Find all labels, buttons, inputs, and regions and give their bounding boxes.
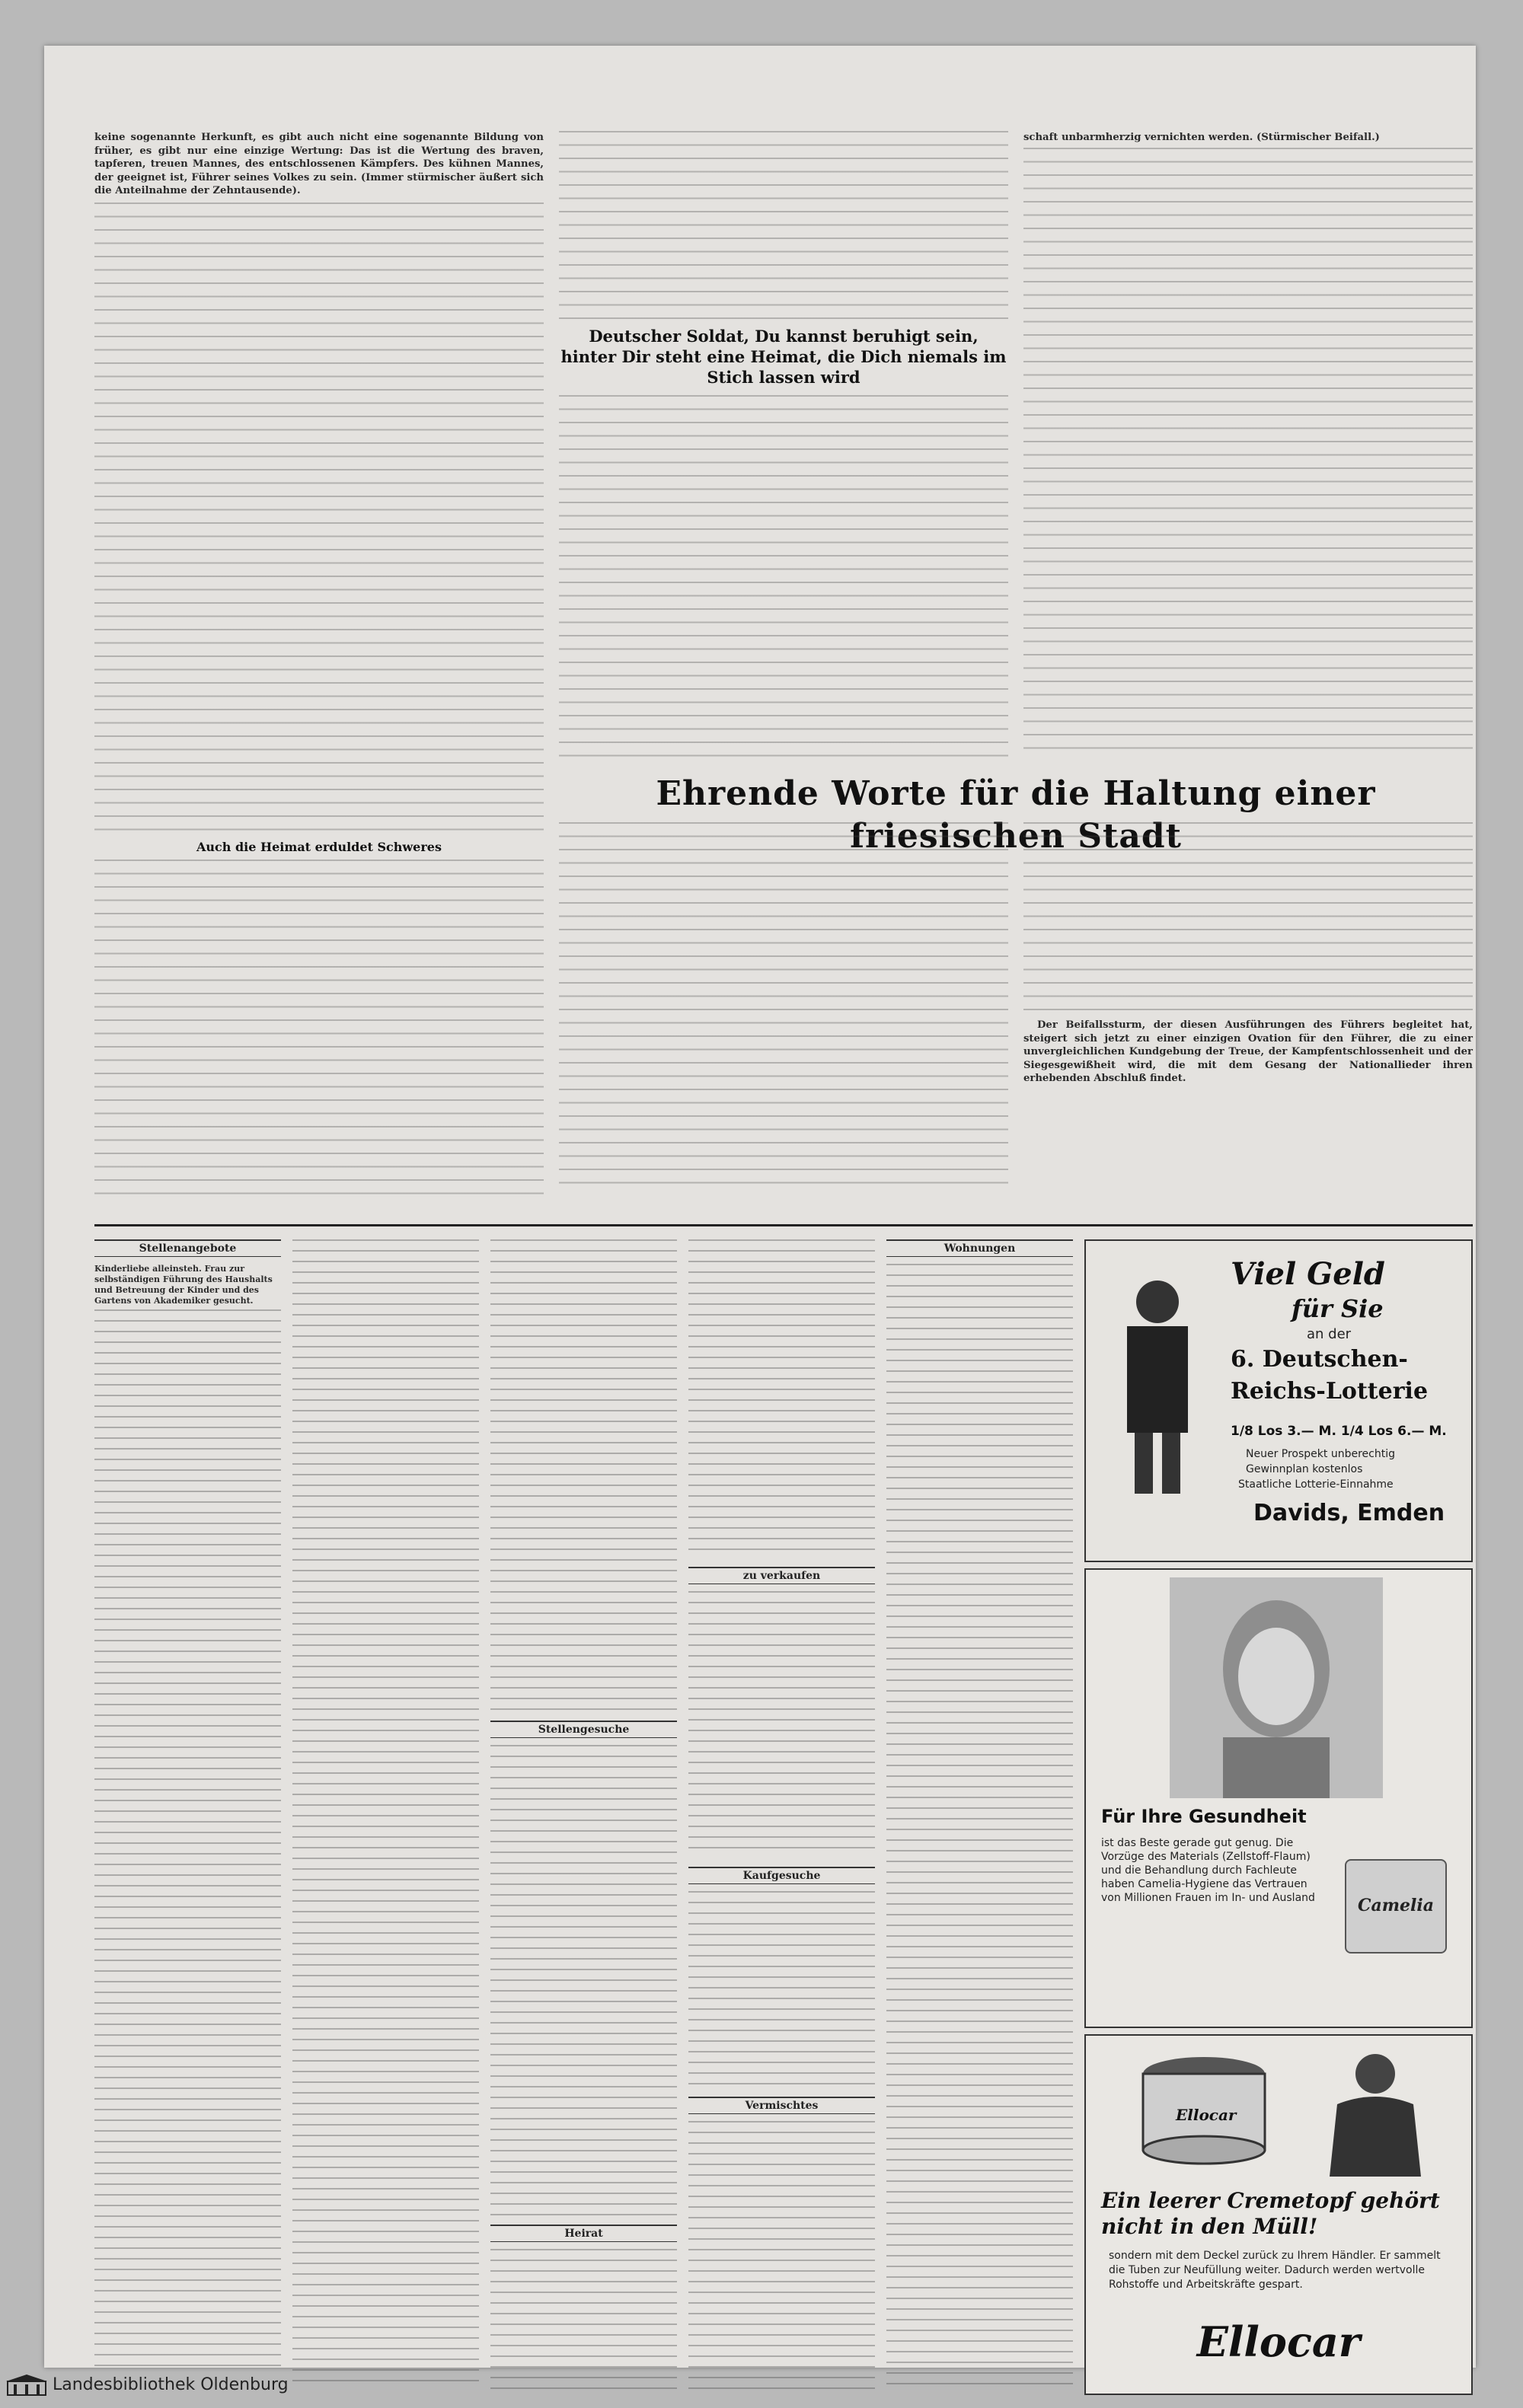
article-intro: keine sogenannte Herkunft, es gibt auch nicht eine sogenannte Bildung von früher, es gibt nur eine einzige Wertung: Das ist die Wertung des braven, tapferen, treuen Mannes, des entschlossenen Kämpfers. Des kühnen Mannes, der geeignet ist, Führer seines Volkes zu sein. (Immer stürmischer äußert sich die Anteilnahme der Zehntausende). [94, 132, 544, 196]
classified-text [688, 2121, 875, 2390]
classified-text [688, 1891, 875, 2089]
classified-text [688, 1239, 875, 1559]
classified-text [886, 1264, 1073, 2390]
camelia-heading: Für Ihre Gesundheit [1101, 1806, 1307, 1827]
article-text-block [1023, 148, 1473, 749]
classified-column-3b [490, 1745, 677, 2217]
article-column-3 [1023, 131, 1473, 763]
classified-column-1 [94, 1264, 281, 2390]
article-column-5 [1023, 822, 1473, 1195]
first-classified-ad: Kinderliebe alleinsteh. Frau zur selbständigen Führung des Haushalts und Betreuung der Kinder und des Gartens von Akademiker gesucht. [94, 1264, 273, 1306]
newspaper-page [44, 46, 1476, 2368]
heading-zu-verkaufen: zu verkaufen [688, 1567, 875, 1584]
classified-column-3a [490, 1239, 677, 1711]
heading-heirat: Heirat [490, 2225, 677, 2242]
article-text-block [1023, 822, 1473, 1013]
ellocar-tub-label: Ellocar [1176, 2106, 1237, 2124]
library-building-icon [6, 2374, 47, 2397]
heading-kaufgesuche: Kaufgesuche [688, 1867, 875, 1884]
section-divider [94, 1224, 1473, 1226]
article-text-block [559, 822, 1008, 1195]
classified-text [94, 1309, 281, 2375]
camelia-brand: Camelia [1357, 1896, 1434, 1915]
lottery-line-1: Viel Geld [1231, 1256, 1385, 1292]
camelia-box-icon [1345, 1859, 1447, 1954]
camelia-text: ist das Beste gerade gut genug. Die Vorzüge des Materials (Zellstoff-Flaum) und die Behandlung durch Fachleute haben Camelia-Hygiene das Vertrauen von Millionen Frauen im In- und Ausland [1101, 1837, 1315, 1904]
classified-text [490, 1745, 677, 2217]
classified-column-4a [688, 1239, 875, 1559]
classified-column-3c [490, 2249, 677, 2390]
heading-stellengesuche: Stellengesuche [490, 1721, 677, 1738]
article-text-block [559, 395, 1008, 761]
lottery-name: Davids, Emden [1253, 1500, 1445, 1526]
subheading-heimat: Auch die Heimat erduldet Schweres [196, 839, 442, 854]
classified-column-4c [688, 1891, 875, 2089]
ellocar-brand: Ellocar [1196, 2317, 1361, 2366]
classified-column-2 [292, 1239, 479, 2390]
lottery-prices: 1/8 Los 3.— M. 1/4 Los 6.— M. [1231, 1424, 1447, 1439]
classified-text [490, 1239, 677, 1711]
heading-vermischtes: Vermischtes [688, 2097, 875, 2114]
heading-stellenangebote: Stellenangebote [94, 1239, 281, 1257]
heading-wohnungen: Wohnungen [886, 1239, 1073, 1257]
column-3-opening: schaft unbarmherzig vernichten werden. (Stürmischer Beifall.) [1023, 132, 1380, 143]
shopkeeper-illustration-icon [1307, 2043, 1444, 2180]
closing-paragraph: Der Beifallssturm, der diesen Ausführungen des Führers begleitet hat, steigert sich jetzt zu einer einzigen Ovation für den Führer, die zu einer unvergleichlichen Kundgebung der Treue, der Kampfentschlossenheit und der Siegesgewißheit wird, die mit dem Gesang der Nationallieder ihren erhebenden Abschluß findet. [1023, 1019, 1473, 1084]
article-text-block [94, 860, 544, 1194]
classified-text [292, 1239, 479, 2390]
article-text-block [94, 203, 544, 834]
lottery-line-3: an der [1307, 1326, 1352, 1342]
article-column-2 [559, 131, 1008, 763]
ellocar-text: sondern mit dem Deckel zurück zu Ihrem Händler. Er sammelt die Tuben zur Neufüllung weiter. Dadurch werden wertvolle Rohstoffe und Arbeitskräfte gespart. [1109, 2250, 1441, 2291]
lottery-info-3: Staatliche Lotterie-Einnahme [1238, 1478, 1394, 1491]
lottery-line-2: für Sie [1292, 1294, 1384, 1323]
lottery-line-4: 6. Deutschen- [1231, 1346, 1408, 1373]
library-footer [6, 2374, 289, 2397]
camelia-ad [1084, 1568, 1473, 2028]
classified-text [688, 1591, 875, 1858]
classified-text [490, 2249, 677, 2390]
lottery-info-1: Neuer Prospekt unberechtig [1246, 1448, 1395, 1460]
classified-column-4b [688, 1591, 875, 1858]
lottery-ad [1084, 1239, 1473, 1562]
woman-portrait-icon [1170, 1577, 1383, 1798]
library-name: Landesbibliothek Oldenburg [53, 2375, 289, 2394]
classified-column-5 [886, 1264, 1073, 2390]
ellocar-slogan: Ein leerer Cremetopf gehört nicht in den Müll! [1101, 2188, 1440, 2239]
lottery-info-2: Gewinnplan kostenlos [1246, 1463, 1363, 1475]
article-text-block [559, 131, 1008, 321]
classified-column-4d [688, 2121, 875, 2390]
subheading-soldat: Deutscher Soldat, Du kannst beruhigt sein, hinter Dir steht eine Heimat, die Dich niemals im Stich lassen wird [560, 327, 1007, 387]
article-column-1 [94, 131, 544, 1220]
soldier-illustration-icon [1097, 1271, 1218, 1500]
lottery-line-5: Reichs-Lotterie [1231, 1378, 1429, 1405]
article-column-4 [559, 822, 1008, 1195]
main-headline: Ehrende Worte für die Haltung einer friesischen Stadt [656, 774, 1376, 856]
ellocar-ad [1084, 2034, 1473, 2395]
